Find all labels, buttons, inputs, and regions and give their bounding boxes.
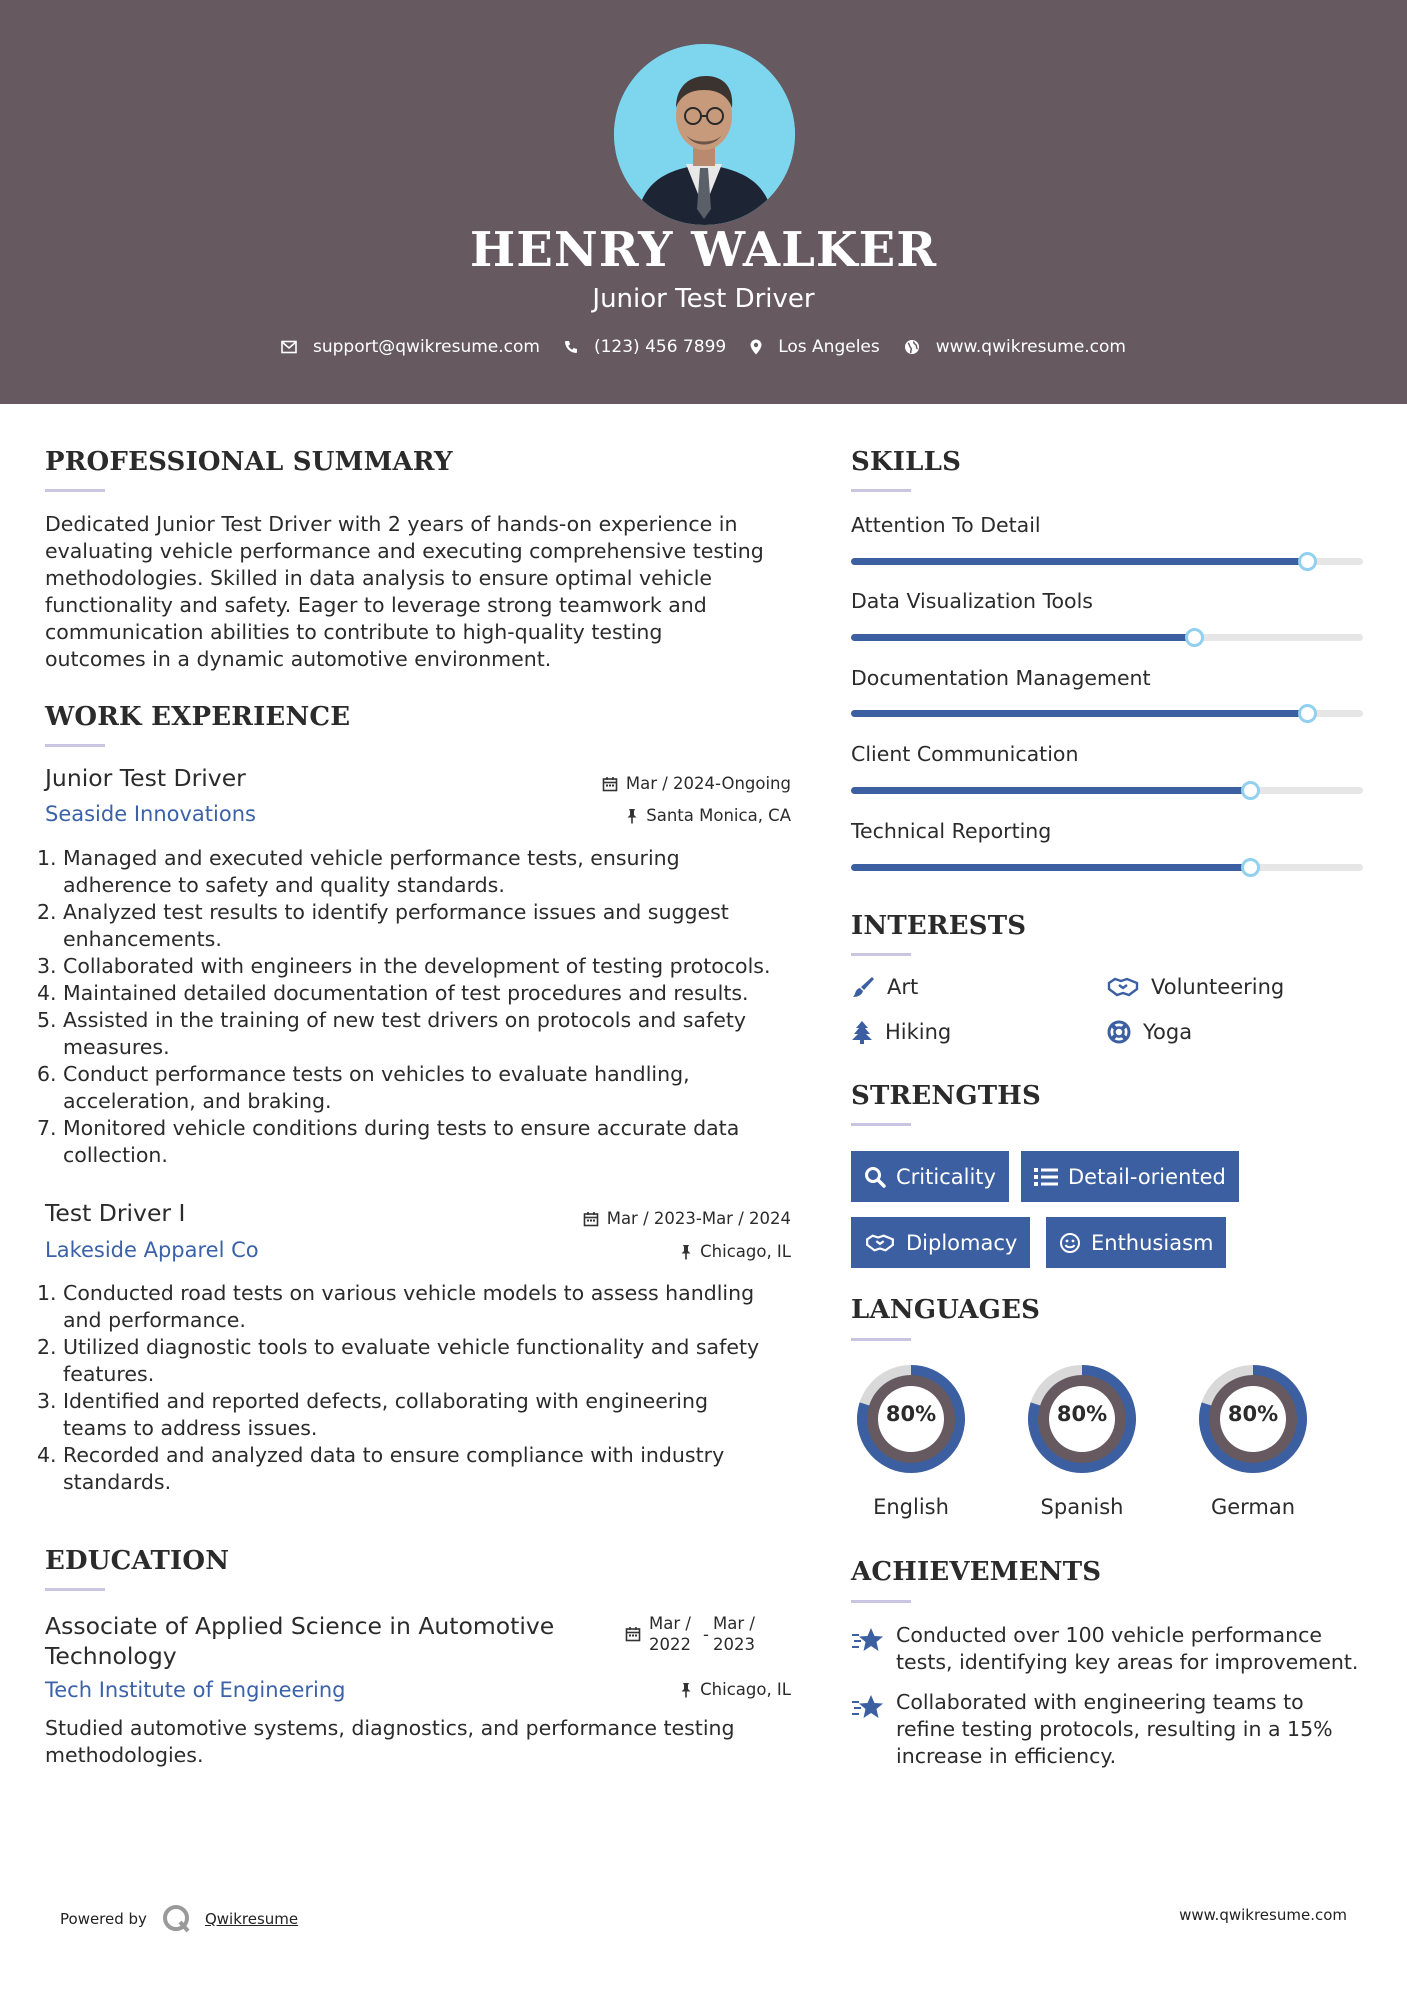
end-month: Mar / xyxy=(713,1614,755,1633)
footer-website[interactable]: www.qwikresume.com xyxy=(1179,1906,1347,1924)
job-dates-text: Mar / 2023-Mar / 2024 xyxy=(606,1209,791,1228)
duty-number: 2. xyxy=(37,900,57,924)
school-name[interactable]: Tech Institute of Engineering xyxy=(45,1678,346,1702)
duty-number: 4. xyxy=(37,981,57,1005)
duty-line: collection. xyxy=(63,1143,168,1167)
skill-bar xyxy=(851,864,1363,871)
strength-label: Diplomacy xyxy=(906,1230,1018,1255)
summary-line: evaluating vehicle performance and executing comprehensive testing xyxy=(45,539,764,563)
duty-item xyxy=(37,1334,805,1388)
education-line: Studied automotive systems, diagnostics, and performance testing xyxy=(45,1716,735,1740)
duty-line: and performance. xyxy=(63,1308,246,1332)
strength-chip xyxy=(851,1151,1009,1202)
duty-number: 3. xyxy=(37,1389,57,1413)
start-year: 2022 xyxy=(649,1635,691,1654)
interest-item xyxy=(1107,975,1284,999)
duty-line: Collaborated with engineers in the development of testing protocols. xyxy=(63,954,771,978)
education-heading: EDUCATION xyxy=(45,1546,230,1576)
interest-label: Yoga xyxy=(1143,1020,1193,1044)
duty-list xyxy=(37,845,805,1169)
summary-text xyxy=(45,511,805,673)
list-icon xyxy=(1034,1167,1058,1187)
experience-heading: WORK EXPERIENCE xyxy=(45,702,351,732)
duty-line: measures. xyxy=(63,1035,170,1059)
interest-label: Art xyxy=(887,975,919,999)
duty-line: Managed and executed vehicle performance tests, ensuring xyxy=(63,846,680,870)
interest-item xyxy=(851,975,918,999)
education-dates xyxy=(625,1613,761,1655)
duty-number: 3. xyxy=(37,954,57,978)
contact-phone[interactable] xyxy=(564,337,726,357)
section-divider xyxy=(851,1123,911,1126)
duty-line: Maintained detailed documentation of test procedures and results. xyxy=(63,981,749,1005)
education-description xyxy=(45,1715,805,1769)
section-divider xyxy=(851,953,911,956)
job-location-text: Chicago, IL xyxy=(700,1242,791,1261)
duty-line: enhancements. xyxy=(63,927,222,951)
duty-number: 5. xyxy=(37,1008,57,1032)
company-name[interactable]: Seaside Innovations xyxy=(45,802,256,826)
language-label: Spanish xyxy=(1040,1495,1124,1519)
duty-item xyxy=(37,1388,805,1442)
duty-line: Recorded and analyzed data to ensure compliance with industry xyxy=(63,1443,725,1467)
job-dates xyxy=(500,774,791,793)
skill-label: Attention To Detail xyxy=(851,513,1041,537)
duty-line: adherence to safety and quality standards. xyxy=(63,873,505,897)
duty-number: 1. xyxy=(37,846,57,870)
duty-line: Identified and reported defects, collaborating with engineering xyxy=(63,1389,708,1413)
candidate-name: HENRY WALKER xyxy=(469,222,938,278)
email-text: support@qwikresume.com xyxy=(313,337,540,357)
duty-line: teams to address issues. xyxy=(63,1416,318,1440)
achievement-line: Collaborated with engineering teams to xyxy=(896,1690,1304,1714)
skill-slider-knob[interactable] xyxy=(1298,704,1317,723)
section-divider xyxy=(45,1588,105,1591)
start-month: Mar / xyxy=(649,1614,691,1633)
skill-label: Client Communication xyxy=(851,742,1079,766)
skill-bar xyxy=(851,710,1363,717)
contact-email[interactable] xyxy=(281,337,540,357)
strength-label: Detail-oriented xyxy=(1068,1164,1226,1189)
section-divider xyxy=(851,1600,911,1603)
search-icon xyxy=(864,1166,886,1188)
job-dates xyxy=(500,1209,791,1228)
duty-line: Conduct performance tests on vehicles to evaluate handling, xyxy=(63,1062,690,1086)
summary-line: methodologies. Skilled in data analysis to ensure optimal vehicle xyxy=(45,566,713,590)
skill-slider-knob[interactable] xyxy=(1298,552,1317,571)
qwikresume-logo-icon xyxy=(161,1903,193,1935)
start-date xyxy=(649,1613,697,1655)
end-year: 2023 xyxy=(713,1635,755,1654)
envelope-icon xyxy=(281,340,297,354)
language-percent: 80% xyxy=(1056,1402,1108,1426)
duty-item xyxy=(37,1115,805,1169)
paint-brush-icon xyxy=(851,975,875,999)
degree-title xyxy=(45,1611,554,1671)
calendar-icon xyxy=(625,1626,641,1642)
duty-line: Utilized diagnostic tools to evaluate vehicle functionality and safety xyxy=(63,1335,760,1359)
contact-website[interactable] xyxy=(904,337,1126,357)
job-title: Test Driver I xyxy=(45,1199,186,1227)
summary-heading: PROFESSIONAL SUMMARY xyxy=(45,447,453,477)
language-label: English xyxy=(873,1495,949,1519)
star-award-icon xyxy=(851,1626,885,1656)
skill-slider-knob[interactable] xyxy=(1241,781,1260,800)
profile-photo xyxy=(614,44,795,225)
duty-number: 1. xyxy=(37,1281,57,1305)
job-location xyxy=(500,1242,791,1261)
skill-slider-knob[interactable] xyxy=(1185,628,1204,647)
duty-list xyxy=(37,1280,805,1496)
contact-bar xyxy=(0,337,1407,357)
strength-chip xyxy=(1021,1151,1239,1202)
interest-label: Volunteering xyxy=(1151,975,1285,999)
star-award-icon xyxy=(851,1693,885,1723)
skill-bar-fill xyxy=(851,864,1250,871)
skill-bar-fill xyxy=(851,558,1307,565)
handshake-icon xyxy=(864,1232,896,1254)
achievements-heading: ACHIEVEMENTS xyxy=(851,1557,1102,1587)
section-divider xyxy=(45,489,105,492)
skill-bar-fill xyxy=(851,710,1307,717)
education-line: methodologies. xyxy=(45,1743,204,1767)
duty-item xyxy=(37,953,805,980)
resume-header xyxy=(0,0,1407,404)
language-label: German xyxy=(1210,1495,1296,1519)
achievement-text xyxy=(896,1689,1333,1770)
brand-link[interactable]: Qwikresume xyxy=(204,1910,299,1928)
section-divider xyxy=(851,489,911,492)
pushpin-icon xyxy=(680,1244,692,1260)
duty-item xyxy=(37,980,805,1007)
pushpin-icon xyxy=(680,1682,692,1698)
skill-slider-knob[interactable] xyxy=(1241,858,1260,877)
pushpin-icon xyxy=(626,808,638,824)
calendar-icon xyxy=(583,1211,599,1227)
skill-label: Technical Reporting xyxy=(851,819,1052,843)
achievement-item xyxy=(851,1689,1333,1770)
job-title: Junior Test Driver xyxy=(45,764,246,792)
summary-line: outcomes in a dynamic automotive environment. xyxy=(45,647,552,671)
job-dates-text: Mar / 2024-Ongoing xyxy=(625,774,791,793)
summary-line: Dedicated Junior Test Driver with 2 years of hands-on experience in xyxy=(45,512,738,536)
skill-bar-fill xyxy=(851,787,1250,794)
skills-heading: SKILLS xyxy=(851,447,962,477)
duty-line: Assisted in the training of new test drivers on protocols and safety xyxy=(63,1008,746,1032)
skill-label: Data Visualization Tools xyxy=(851,589,1093,613)
job-location xyxy=(500,806,791,825)
duty-item xyxy=(37,1442,805,1496)
skill-bar xyxy=(851,634,1363,641)
language-percent: 80% xyxy=(885,1402,937,1426)
summary-line: communication abilities to contribute to high-quality testing xyxy=(45,620,663,644)
interest-item xyxy=(1107,1020,1192,1044)
interests-heading: INTERESTS xyxy=(851,911,1027,941)
achievement-line: Conducted over 100 vehicle performance xyxy=(896,1623,1322,1647)
strength-chip xyxy=(1046,1217,1226,1268)
duty-number: 6. xyxy=(37,1062,57,1086)
person-portrait-icon xyxy=(614,44,795,225)
date-separator: - xyxy=(703,1624,709,1644)
duty-item xyxy=(37,1061,805,1115)
achievement-line: tests, identifying key areas for improvement. xyxy=(896,1650,1359,1674)
duty-item xyxy=(37,1280,805,1334)
duty-item xyxy=(37,899,805,953)
duty-number: 4. xyxy=(37,1443,57,1467)
end-date xyxy=(713,1613,761,1655)
degree-line: Associate of Applied Science in Automotive xyxy=(45,1612,555,1640)
skill-bar xyxy=(851,787,1363,794)
language-gauge xyxy=(1021,1358,1143,1484)
location-text: Los Angeles xyxy=(778,337,880,357)
duty-number: 7. xyxy=(37,1116,57,1140)
lifebuoy-icon xyxy=(1107,1020,1131,1044)
section-divider xyxy=(45,744,105,747)
achievement-text xyxy=(896,1622,1358,1676)
handshake-icon xyxy=(1107,975,1139,999)
duty-item xyxy=(37,845,805,899)
strengths-heading: STRENGTHS xyxy=(851,1081,1042,1111)
education-location-text: Chicago, IL xyxy=(700,1680,791,1699)
duty-line: Conducted road tests on various vehicle models to assess handling xyxy=(63,1281,755,1305)
skill-bar xyxy=(851,558,1363,565)
languages-heading: LANGUAGES xyxy=(851,1295,1041,1325)
skill-bar-fill xyxy=(851,634,1194,641)
interest-item xyxy=(851,1020,951,1044)
candidate-title: Junior Test Driver xyxy=(592,284,815,314)
phone-text: (123) 456 7899 xyxy=(593,337,727,357)
duty-number: 2. xyxy=(37,1335,57,1359)
smile-icon xyxy=(1059,1232,1081,1254)
achievement-line: increase in efficiency. xyxy=(896,1744,1117,1768)
achievement-item xyxy=(851,1622,1358,1676)
duty-line: acceleration, and braking. xyxy=(63,1089,332,1113)
duty-line: features. xyxy=(63,1362,155,1386)
powered-by-text: Powered by xyxy=(60,1910,147,1928)
achievement-line: refine testing protocols, resulting in a 15% xyxy=(896,1717,1333,1741)
duty-item xyxy=(37,1007,805,1061)
degree-line: Technology xyxy=(45,1642,177,1670)
tree-icon xyxy=(851,1020,873,1044)
globe-icon xyxy=(904,339,920,355)
section-divider xyxy=(851,1338,911,1341)
skill-label: Documentation Management xyxy=(851,666,1151,690)
duty-line: standards. xyxy=(63,1470,172,1494)
duty-line: Analyzed test results to identify performance issues and suggest xyxy=(63,900,729,924)
interest-label: Hiking xyxy=(885,1020,952,1044)
summary-line: functionality and safety. Eager to leverage strong teamwork and xyxy=(45,593,707,617)
website-text: www.qwikresume.com xyxy=(935,337,1126,357)
company-name[interactable]: Lakeside Apparel Co xyxy=(45,1238,259,1262)
language-percent: 80% xyxy=(1227,1402,1279,1426)
strength-label: Enthusiasm xyxy=(1091,1230,1214,1255)
language-gauge xyxy=(850,1358,972,1484)
strength-chip xyxy=(851,1217,1030,1268)
map-pin-icon xyxy=(750,339,762,355)
contact-location xyxy=(750,337,880,357)
calendar-icon xyxy=(602,776,618,792)
phone-icon xyxy=(564,340,578,354)
duty-line: Monitored vehicle conditions during tests to ensure accurate data xyxy=(63,1116,740,1140)
strength-label: Criticality xyxy=(896,1164,996,1189)
job-location-text: Santa Monica, CA xyxy=(646,806,791,825)
footer-branding xyxy=(60,1903,298,1935)
language-gauge xyxy=(1192,1358,1314,1484)
education-location xyxy=(500,1680,791,1699)
